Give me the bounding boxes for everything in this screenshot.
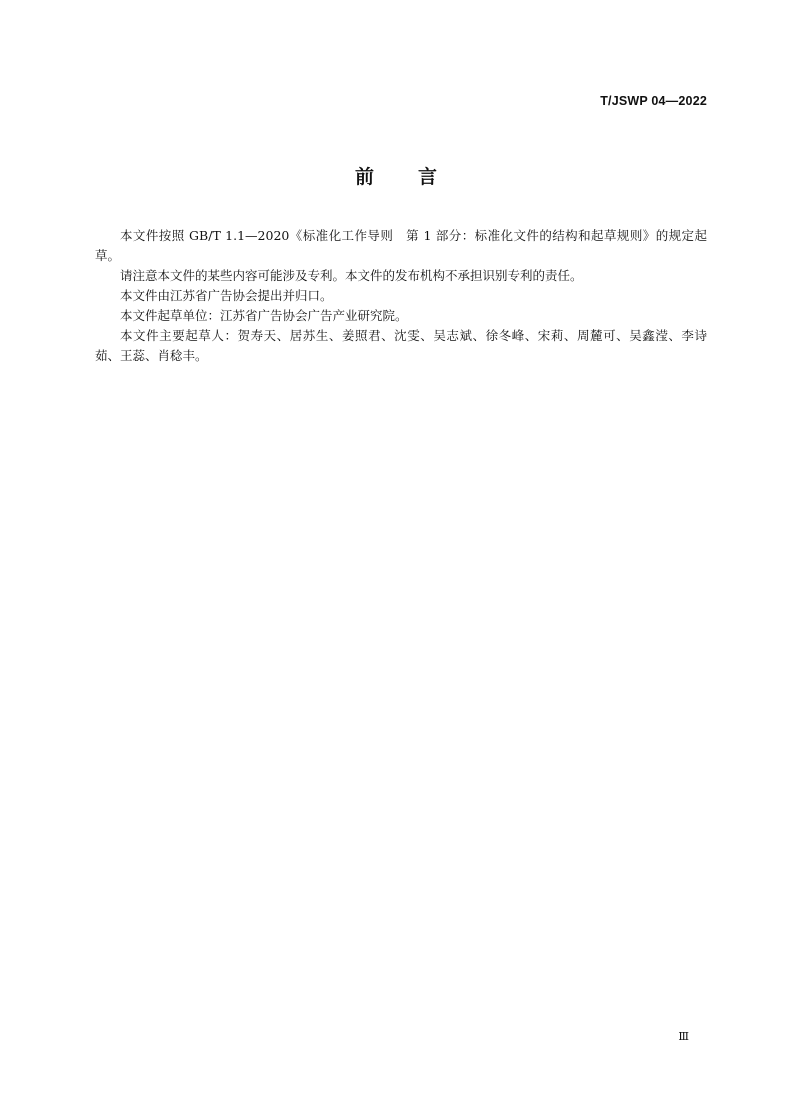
paragraph-patent-notice: 请注意本文件的某些内容可能涉及专利。本文件的发布机构不承担识别专利的责任。	[120, 268, 583, 283]
paragraph-drafters: 本文件主要起草人：贺寿天、居苏生、姜照君、沈雯、吴志斌、徐冬峰、宋莉、周麓可、吴鑫滢、李诗茹、王蕊、肖稔丰。	[95, 328, 707, 363]
preface-body	[95, 226, 707, 366]
paragraph-drafting-unit: 本文件起草单位：江苏省广告协会广告产业研究院。	[120, 308, 408, 323]
paragraph-drafting-rules: 本文件按照 GB/T 1.1—2020《标准化工作导则 第 1 部分：标准化文件的结构和起草规则》的规定起草。	[95, 228, 707, 263]
paragraph-proposer: 本文件由江苏省广告协会提出并归口。	[120, 288, 333, 303]
page-number: Ⅲ	[678, 1030, 689, 1043]
page-title: 前言	[354, 166, 481, 188]
document-code: T/JSWP 04—2022	[600, 94, 707, 108]
